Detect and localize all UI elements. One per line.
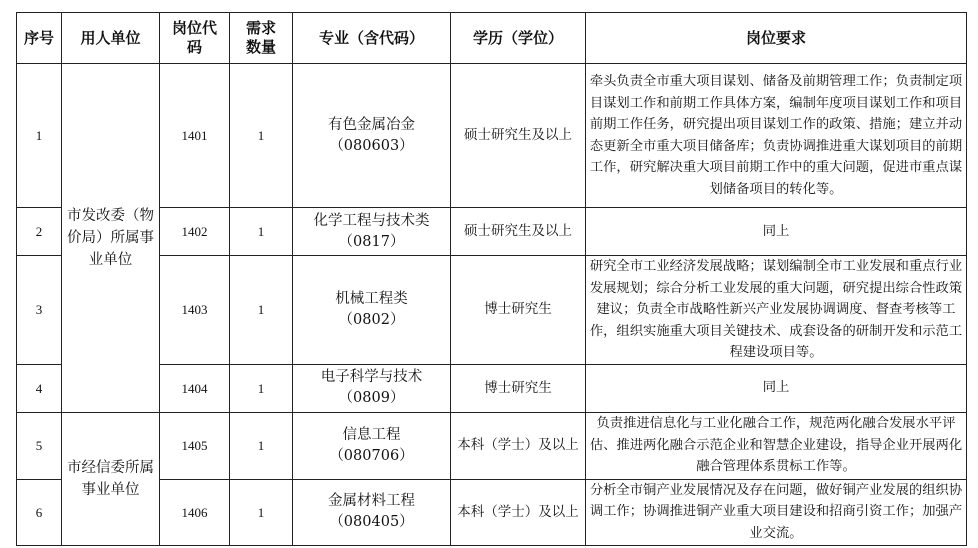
header-row (17, 13, 967, 64)
table-row (17, 256, 967, 365)
major (293, 364, 451, 412)
demand-count: 1 (230, 412, 293, 479)
degree: 本科（学士）及以上 (451, 479, 586, 545)
major (293, 208, 451, 256)
major-name: 金属材料工程 (328, 493, 415, 509)
demand-count: 1 (230, 64, 293, 208)
position-requirements: 分析全市铜产业发展情况及存在问题，做好铜产业发展的组织协调工作；协调推进铜产业重大项目建设和招商引资工作；加强产业交流。 (586, 479, 967, 545)
major-name: 机械工程类 (335, 290, 408, 307)
demand-count: 1 (230, 479, 293, 545)
position-code: 1405 (160, 412, 230, 479)
job-positions-table (16, 12, 967, 546)
header-requirements: 岗位要求 (586, 13, 967, 64)
position-code: 1404 (160, 364, 230, 412)
major-code: （0802） (338, 311, 405, 328)
header-index: 序号 (17, 13, 62, 64)
position-code: 1401 (160, 64, 230, 208)
position-code: 1406 (160, 479, 230, 545)
major-code: （080706） (329, 447, 414, 464)
row-index: 2 (17, 208, 62, 256)
position-requirements: 同上 (586, 208, 967, 256)
major-name: 有色金属冶金 (328, 116, 415, 133)
demand-count: 1 (230, 208, 293, 256)
position-requirements: 研究全市工业经济发展战略；谋划编制全市工业发展和重点行业发展规划；综合分析工业发展的重大问题，研究提出综合性政策建议；负责全市战略性新兴产业发展协调调度、督查考核等工作，组织实施重大项目关键技术、成套设备的研制开发和示范工程建设项目等。 (586, 256, 967, 365)
header-code: 岗位代码 (160, 13, 230, 64)
major-name: 化学工程与技术类 (313, 212, 430, 229)
row-index: 6 (17, 479, 62, 545)
major-name: 信息工程 (342, 426, 401, 443)
position-code: 1403 (160, 256, 230, 365)
header-count: 需求数量 (230, 13, 293, 64)
degree: 硕士研究生及以上 (451, 208, 586, 256)
row-index: 5 (17, 412, 62, 479)
degree: 博士研究生 (451, 364, 586, 412)
demand-count: 1 (230, 256, 293, 365)
row-index: 4 (17, 364, 62, 412)
table-row (17, 208, 967, 256)
table-row (17, 64, 967, 208)
major-name: 电子科学与技术（0809） (320, 369, 423, 406)
table-row (17, 479, 967, 545)
position-requirements: 负责推进信息化与工业化融合工作，规范两化融合发展水平评估、推进两化融合示范企业和智慧企业建设，指导企业开展两化融合管理体系贯标工作等。 (586, 412, 967, 479)
header-degree: 学历（学位） (451, 13, 586, 64)
employer-unit: 市发改委（物价局）所属事业单位 (62, 64, 160, 413)
header-major: 专业（含代码） (293, 13, 451, 64)
major (293, 479, 451, 545)
degree: 硕士研究生及以上 (451, 64, 586, 208)
position-requirements: 同上 (586, 364, 967, 412)
major (293, 256, 451, 365)
row-index: 3 (17, 256, 62, 365)
table-row (17, 412, 967, 479)
major (293, 412, 451, 479)
row-index: 1 (17, 64, 62, 208)
employer-unit: 市经信委所属事业单位 (62, 412, 160, 545)
major-code: （080405） (329, 514, 414, 530)
header-unit: 用人单位 (62, 13, 160, 64)
degree: 本科（学士）及以上 (451, 412, 586, 479)
major-code: （080603） (329, 137, 414, 154)
degree: 博士研究生 (451, 256, 586, 365)
position-requirements: 牵头负责全市重大项目谋划、储备及前期管理工作；负责制定项目谋划工作和前期工作具体方案，编制年度项目谋划工作和项目前期工作任务，研究提出项目谋划工作的政策、措施；建立并动态更新全市重大项目储备库；负责协调推进重大谋划项目的前期工作，研究解决重大项目前期工作中的重大问题，促进市重点谋划储备项目的转化等。 (586, 64, 967, 208)
position-code: 1402 (160, 208, 230, 256)
major (293, 64, 451, 208)
major-code: （0817） (338, 233, 405, 250)
table-row (17, 364, 967, 412)
demand-count: 1 (230, 364, 293, 412)
